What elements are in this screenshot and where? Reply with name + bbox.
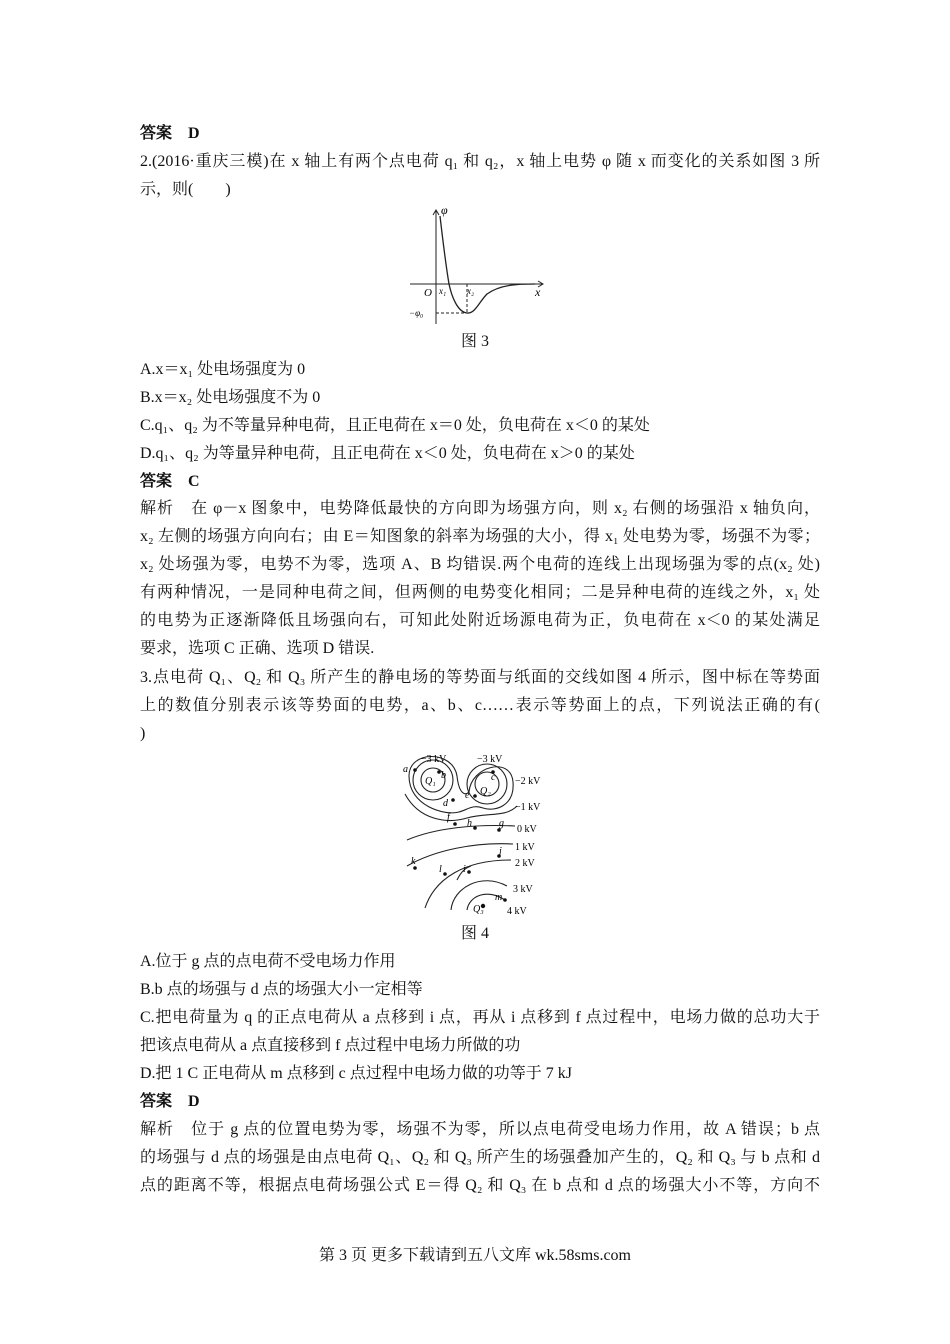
question-3-line-1: 3.点电荷 Q₁、Q₂ 和 Q₃ 所产生的静电场的等势面与纸面的交线如图 4 所示，图中标在等势面 — [140, 669, 820, 686]
explanation-2-line-3: x₂ 处场强为零，电势不为零，选项 A、B 均错误.两个电荷的连线上出现场强为零的点(x₂ 处) — [140, 556, 820, 573]
fig4-point-k: k — [411, 856, 416, 867]
explanation-2-line-4: 有两种情况，一是同种电荷之间，但两侧的电势变化相同；二是异种电荷的连线之外，x₁ 处 — [140, 584, 820, 601]
fig3-neg-phi0: −φ₀ — [409, 308, 424, 318]
page-footer: 第 3 页 更多下载请到五八文库 wk.58sms.com — [318, 1247, 631, 1264]
q3-option-d: D.把 1 C 正电荷从 m 点移到 c 点过程中电场力做的功等于 7 kJ — [140, 1065, 573, 1082]
fig4-point-d: d — [443, 798, 448, 809]
explanation-2-line-1: 解析 在 φ－x 图象中，电势降低最快的方向即为场强方向，则 x₂ 右侧的场强沿 x 轴负向， — [140, 500, 820, 517]
fig4-Q3: Q₃ — [473, 904, 484, 915]
question-2-line-2: 示，则( ) — [140, 181, 231, 198]
fig4-point-c: c — [491, 772, 496, 783]
explanation-3-line-3: 点的距离不等，根据点电荷场强公式 E＝得 Q₂ 和 Q₃ 在 b 点和 d 点的场强大小不等，方向不 — [140, 1177, 820, 1194]
fig4-label-2: 2 kV — [515, 858, 535, 869]
explanation-2-line-6: 要求，选项 C 正确、选项 D 错误. — [140, 640, 375, 657]
figure-3-caption: 图 3 — [460, 333, 489, 350]
q3-option-c-line-1: C.把电荷量为 q 的正点电荷从 a 点移到 i 点，再从 i 点移到 f 点过程中，电场力做的总功大于 — [140, 1009, 820, 1026]
q2-option-b: B.x＝x₂ 处电场强度不为 0 — [140, 389, 321, 406]
fig3-x-label: x — [535, 285, 541, 299]
fig4-label-m3a: −3 kV — [421, 754, 447, 765]
fig4-point-l: l — [439, 864, 442, 875]
fig4-Q1: Q₁ — [425, 776, 436, 787]
fig4-point-b: b — [441, 770, 446, 781]
q2-option-a: A.x＝x₁ 处电场强度为 0 — [140, 361, 306, 378]
fig3-origin: O — [424, 287, 432, 299]
explanation-3-line-2: 的场强与 d 点的场强是由点电荷 Q₁、Q₂ 和 Q₃ 所产生的场强叠加产生的，Q₂ 和 Q₃ 与 b 点和 d — [140, 1149, 820, 1166]
fig4-label-4: 4 kV — [507, 906, 527, 917]
fig4-point-e: e — [465, 790, 470, 801]
answer-2: 答案 C — [140, 473, 200, 490]
fig4-label-m1: −1 kV — [515, 802, 541, 813]
fig4-point-j: j — [499, 846, 502, 857]
figure-3-potential-graph — [405, 202, 555, 327]
figure-4-caption: 图 4 — [460, 925, 489, 942]
fig4-label-m2: −2 kV — [515, 776, 541, 787]
answer-1: 答案 D — [140, 125, 200, 142]
fig3-x2-label: x₂ — [467, 286, 475, 296]
fig4-label-1: 1 kV — [515, 842, 535, 853]
fig4-label-m3b: −3 kV — [477, 754, 503, 765]
fig4-point-f: f — [447, 812, 450, 823]
explanation-3-line-1: 解析 位于 g 点的位置电势为零，场强不为零，所以点电荷受电场力作用，故 A 错误；b 点 — [140, 1121, 820, 1138]
answer-3: 答案 D — [140, 1093, 200, 1110]
fig4-label-0: 0 kV — [517, 824, 537, 835]
fig4-label-3: 3 kV — [513, 884, 533, 895]
fig4-point-m: m — [495, 892, 503, 903]
figure-4-equipotential-diagram — [395, 748, 555, 918]
q2-option-d: D.q₁、q₂ 为等量异种电荷，且正电荷在 x＜0 处，负电荷在 x＞0 的某处 — [140, 445, 635, 462]
fig4-point-a: a — [403, 764, 408, 775]
q3-option-c-line-2: 把该点电荷从 a 点直接移到 f 点过程中电场力所做的功 — [140, 1037, 521, 1054]
fig4-point-g: g — [499, 818, 504, 829]
fig4-Q2: Q₂ — [480, 786, 491, 797]
fig4-point-i: i — [463, 864, 466, 875]
q3-option-b: B.b 点的场强与 d 点的场强大小一定相等 — [140, 981, 423, 998]
explanation-2-line-5: 的电势为正逐渐降低且场强向右，可知此处附近场源电荷为正，负电荷在 x＜0 的某处满足 — [140, 612, 820, 629]
explanation-2-line-2: x₂ 左侧的场强方向向右；由 E＝知图象的斜率为场强的大小，得 x₁ 处电势为零，场强不为零； — [140, 528, 820, 545]
q3-option-a: A.位于 g 点的点电荷不受电场力作用 — [140, 953, 396, 970]
fig3-y-label: φ — [441, 203, 448, 217]
question-3-line-3: ) — [140, 725, 146, 742]
q2-option-c: C.q₁、q₂ 为不等量异种电荷，且正电荷在 x＝0 处，负电荷在 x＜0 的某处 — [140, 417, 650, 434]
question-2-line-1: 2.(2016·重庆三模)在 x 轴上有两个点电荷 q₁ 和 q₂，x 轴上电势 φ 随 x 而变化的关系如图 3 所 — [140, 153, 820, 170]
question-3-line-2: 上的数值分别表示该等势面的电势，a、b、c……表示等势面上的点，下列说法正确的有( — [140, 697, 820, 714]
fig4-point-h: h — [467, 818, 472, 829]
fig3-x1-label: x₁ — [439, 286, 447, 296]
